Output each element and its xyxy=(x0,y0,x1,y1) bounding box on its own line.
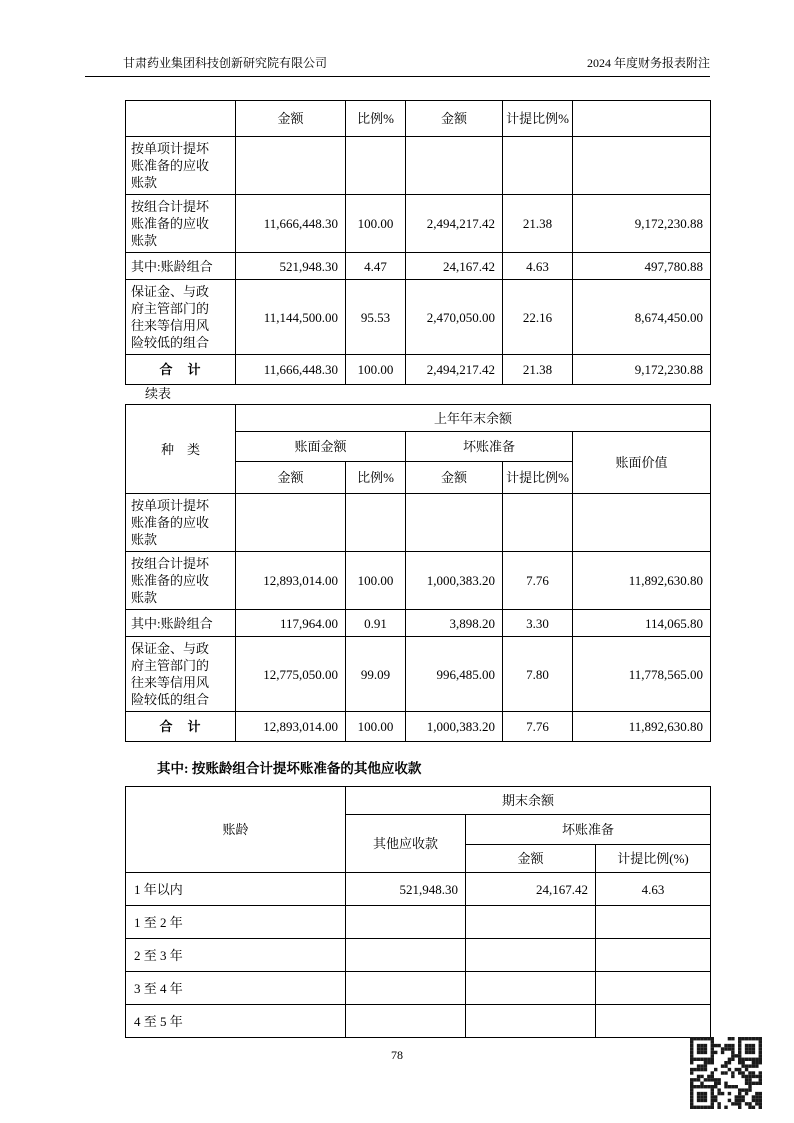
cell-book-value: 114,065.80 xyxy=(573,610,711,637)
col-header-ratio-1: 比例% xyxy=(346,101,406,137)
cell-ratio xyxy=(346,494,406,552)
row-label: 保证金、与政府主管部门的往来等信用风险较低的组合 xyxy=(126,280,236,355)
cell-ratio: 100.00 xyxy=(346,712,406,742)
qr-code xyxy=(690,1037,762,1109)
cell-book-value: 11,778,565.00 xyxy=(573,637,711,712)
col-header-closing-balance: 期末余额 xyxy=(346,787,711,815)
cell-ratio: 21.38 xyxy=(503,355,573,385)
cell-book-value: 11,892,630.80 xyxy=(573,552,711,610)
cell-amount xyxy=(346,939,466,972)
cell-amount: 2,494,217.42 xyxy=(406,355,503,385)
cell-ratio xyxy=(596,972,711,1005)
cell-ratio: 100.00 xyxy=(346,355,406,385)
total-row-label: 合 计 xyxy=(126,712,236,742)
aging-row-label: 1 年以内 xyxy=(126,873,346,906)
table-row xyxy=(126,280,711,355)
table-row xyxy=(126,195,711,253)
cell-amount: 521,948.30 xyxy=(236,253,346,280)
cell-ratio: 7.76 xyxy=(503,712,573,742)
cell-amount: 24,167.42 xyxy=(406,253,503,280)
col-header-amount: 金额 xyxy=(466,845,596,873)
cell-amount xyxy=(466,972,596,1005)
aging-portfolio-note: 其中: 按账龄组合计提坏账准备的其他应收款 xyxy=(157,761,422,776)
cell-amount xyxy=(346,906,466,939)
cell-amount: 117,964.00 xyxy=(236,610,346,637)
cell-amount xyxy=(346,972,466,1005)
col-header-blank-kind xyxy=(126,101,236,137)
total-row-label: 合 计 xyxy=(126,355,236,385)
row-label: 按组合计提坏账准备的应收账款 xyxy=(126,195,236,253)
cell-amount: 1,000,383.20 xyxy=(406,712,503,742)
table-header-row xyxy=(126,405,711,432)
row-label: 按组合计提坏账准备的应收账款 xyxy=(126,552,236,610)
cell-ratio xyxy=(503,494,573,552)
cell-ratio: 4.63 xyxy=(596,873,711,906)
cell-amount xyxy=(236,137,346,195)
cell-amount xyxy=(346,1005,466,1038)
cell-amount: 12,893,014.00 xyxy=(236,712,346,742)
table-row xyxy=(126,253,711,280)
table-row xyxy=(126,494,711,552)
cell-ratio: 7.80 xyxy=(503,637,573,712)
cell-amount xyxy=(466,1005,596,1038)
cell-amount: 521,948.30 xyxy=(346,873,466,906)
table-row xyxy=(126,552,711,610)
receivables-prior-year-table xyxy=(125,404,711,742)
col-header-bad-debt-provision: 坏账准备 xyxy=(466,815,711,845)
header-doc-title: 2024 年度财务报表附注 xyxy=(586,56,710,70)
cell-ratio: 100.00 xyxy=(346,195,406,253)
table-total-row xyxy=(126,355,711,385)
cell-book-value: 497,780.88 xyxy=(573,253,711,280)
page-header xyxy=(85,54,710,77)
cell-ratio xyxy=(596,1005,711,1038)
cell-book-value xyxy=(573,137,711,195)
continuation-table-label: 续表 xyxy=(145,386,172,401)
aging-row-label: 2 至 3 年 xyxy=(126,939,346,972)
cell-book-value: 9,172,230.88 xyxy=(573,195,711,253)
row-label: 按单项计提坏账准备的应收账款 xyxy=(126,494,236,552)
page-number: 78 xyxy=(391,1048,403,1062)
table-row xyxy=(126,637,711,712)
row-label: 按单项计提坏账准备的应收账款 xyxy=(126,137,236,195)
cell-ratio: 22.16 xyxy=(503,280,573,355)
table-row xyxy=(126,1005,711,1038)
receivables-current-period-table xyxy=(125,100,711,385)
col-header-other-receivables: 其他应收款 xyxy=(346,815,466,873)
col-header-prior-year-balance: 上年年末余额 xyxy=(236,405,711,432)
table-total-row xyxy=(126,712,711,742)
cell-ratio: 4.47 xyxy=(346,253,406,280)
cell-book-value xyxy=(573,494,711,552)
col-header-aging: 账龄 xyxy=(126,787,346,873)
table-row xyxy=(126,972,711,1005)
col-header-ratio-1: 比例% xyxy=(346,462,406,494)
cell-amount xyxy=(406,137,503,195)
cell-ratio: 95.53 xyxy=(346,280,406,355)
cell-amount xyxy=(236,494,346,552)
col-header-kind: 种 类 xyxy=(126,405,236,494)
cell-book-value: 8,674,450.00 xyxy=(573,280,711,355)
cell-amount: 11,144,500.00 xyxy=(236,280,346,355)
cell-amount: 11,666,448.30 xyxy=(236,195,346,253)
cell-ratio xyxy=(596,939,711,972)
cell-ratio: 3.30 xyxy=(503,610,573,637)
aging-row-label: 1 至 2 年 xyxy=(126,906,346,939)
col-header-provision-ratio: 计提比例% xyxy=(503,101,573,137)
cell-amount: 2,470,050.00 xyxy=(406,280,503,355)
aging-row-label: 4 至 5 年 xyxy=(126,1005,346,1038)
col-header-provision-ratio: 计提比例(%) xyxy=(596,845,711,873)
table-header-row xyxy=(126,101,711,137)
cell-amount: 3,898.20 xyxy=(406,610,503,637)
cell-amount: 11,666,448.30 xyxy=(236,355,346,385)
table-row xyxy=(126,906,711,939)
col-header-amount-2: 金额 xyxy=(406,462,503,494)
cell-amount: 24,167.42 xyxy=(466,873,596,906)
col-header-amount-1: 金额 xyxy=(236,101,346,137)
cell-amount xyxy=(406,494,503,552)
col-header-amount-2: 金额 xyxy=(406,101,503,137)
col-header-book-amount: 账面金额 xyxy=(236,432,406,462)
row-label: 其中:账龄组合 xyxy=(126,253,236,280)
cell-ratio xyxy=(346,137,406,195)
cell-amount xyxy=(466,906,596,939)
cell-amount: 12,775,050.00 xyxy=(236,637,346,712)
cell-ratio: 100.00 xyxy=(346,552,406,610)
aging-row-label: 3 至 4 年 xyxy=(126,972,346,1005)
cell-book-value: 11,892,630.80 xyxy=(573,712,711,742)
col-header-provision-ratio: 计提比例% xyxy=(503,462,573,494)
cell-amount: 2,494,217.42 xyxy=(406,195,503,253)
table-row xyxy=(126,137,711,195)
cell-ratio xyxy=(503,137,573,195)
row-label: 保证金、与政府主管部门的往来等信用风险较低的组合 xyxy=(126,637,236,712)
col-header-blank-value xyxy=(573,101,711,137)
cell-ratio: 21.38 xyxy=(503,195,573,253)
cell-ratio: 99.09 xyxy=(346,637,406,712)
cell-amount: 1,000,383.20 xyxy=(406,552,503,610)
other-receivables-aging-table xyxy=(125,786,711,1038)
cell-book-value: 9,172,230.88 xyxy=(573,355,711,385)
col-header-bad-debt-provision: 坏账准备 xyxy=(406,432,573,462)
cell-amount: 996,485.00 xyxy=(406,637,503,712)
col-header-amount-1: 金额 xyxy=(236,462,346,494)
cell-amount: 12,893,014.00 xyxy=(236,552,346,610)
cell-amount xyxy=(466,939,596,972)
table-header-row xyxy=(126,787,711,815)
table-row xyxy=(126,610,711,637)
row-label: 其中:账龄组合 xyxy=(126,610,236,637)
cell-ratio: 7.76 xyxy=(503,552,573,610)
table-row xyxy=(126,939,711,972)
header-company-name: 甘肃药业集团科技创新研究院有限公司 xyxy=(123,56,328,70)
table-row xyxy=(126,873,711,906)
cell-ratio xyxy=(596,906,711,939)
cell-ratio: 0.91 xyxy=(346,610,406,637)
col-header-book-value: 账面价值 xyxy=(573,432,711,494)
cell-ratio: 4.63 xyxy=(503,253,573,280)
